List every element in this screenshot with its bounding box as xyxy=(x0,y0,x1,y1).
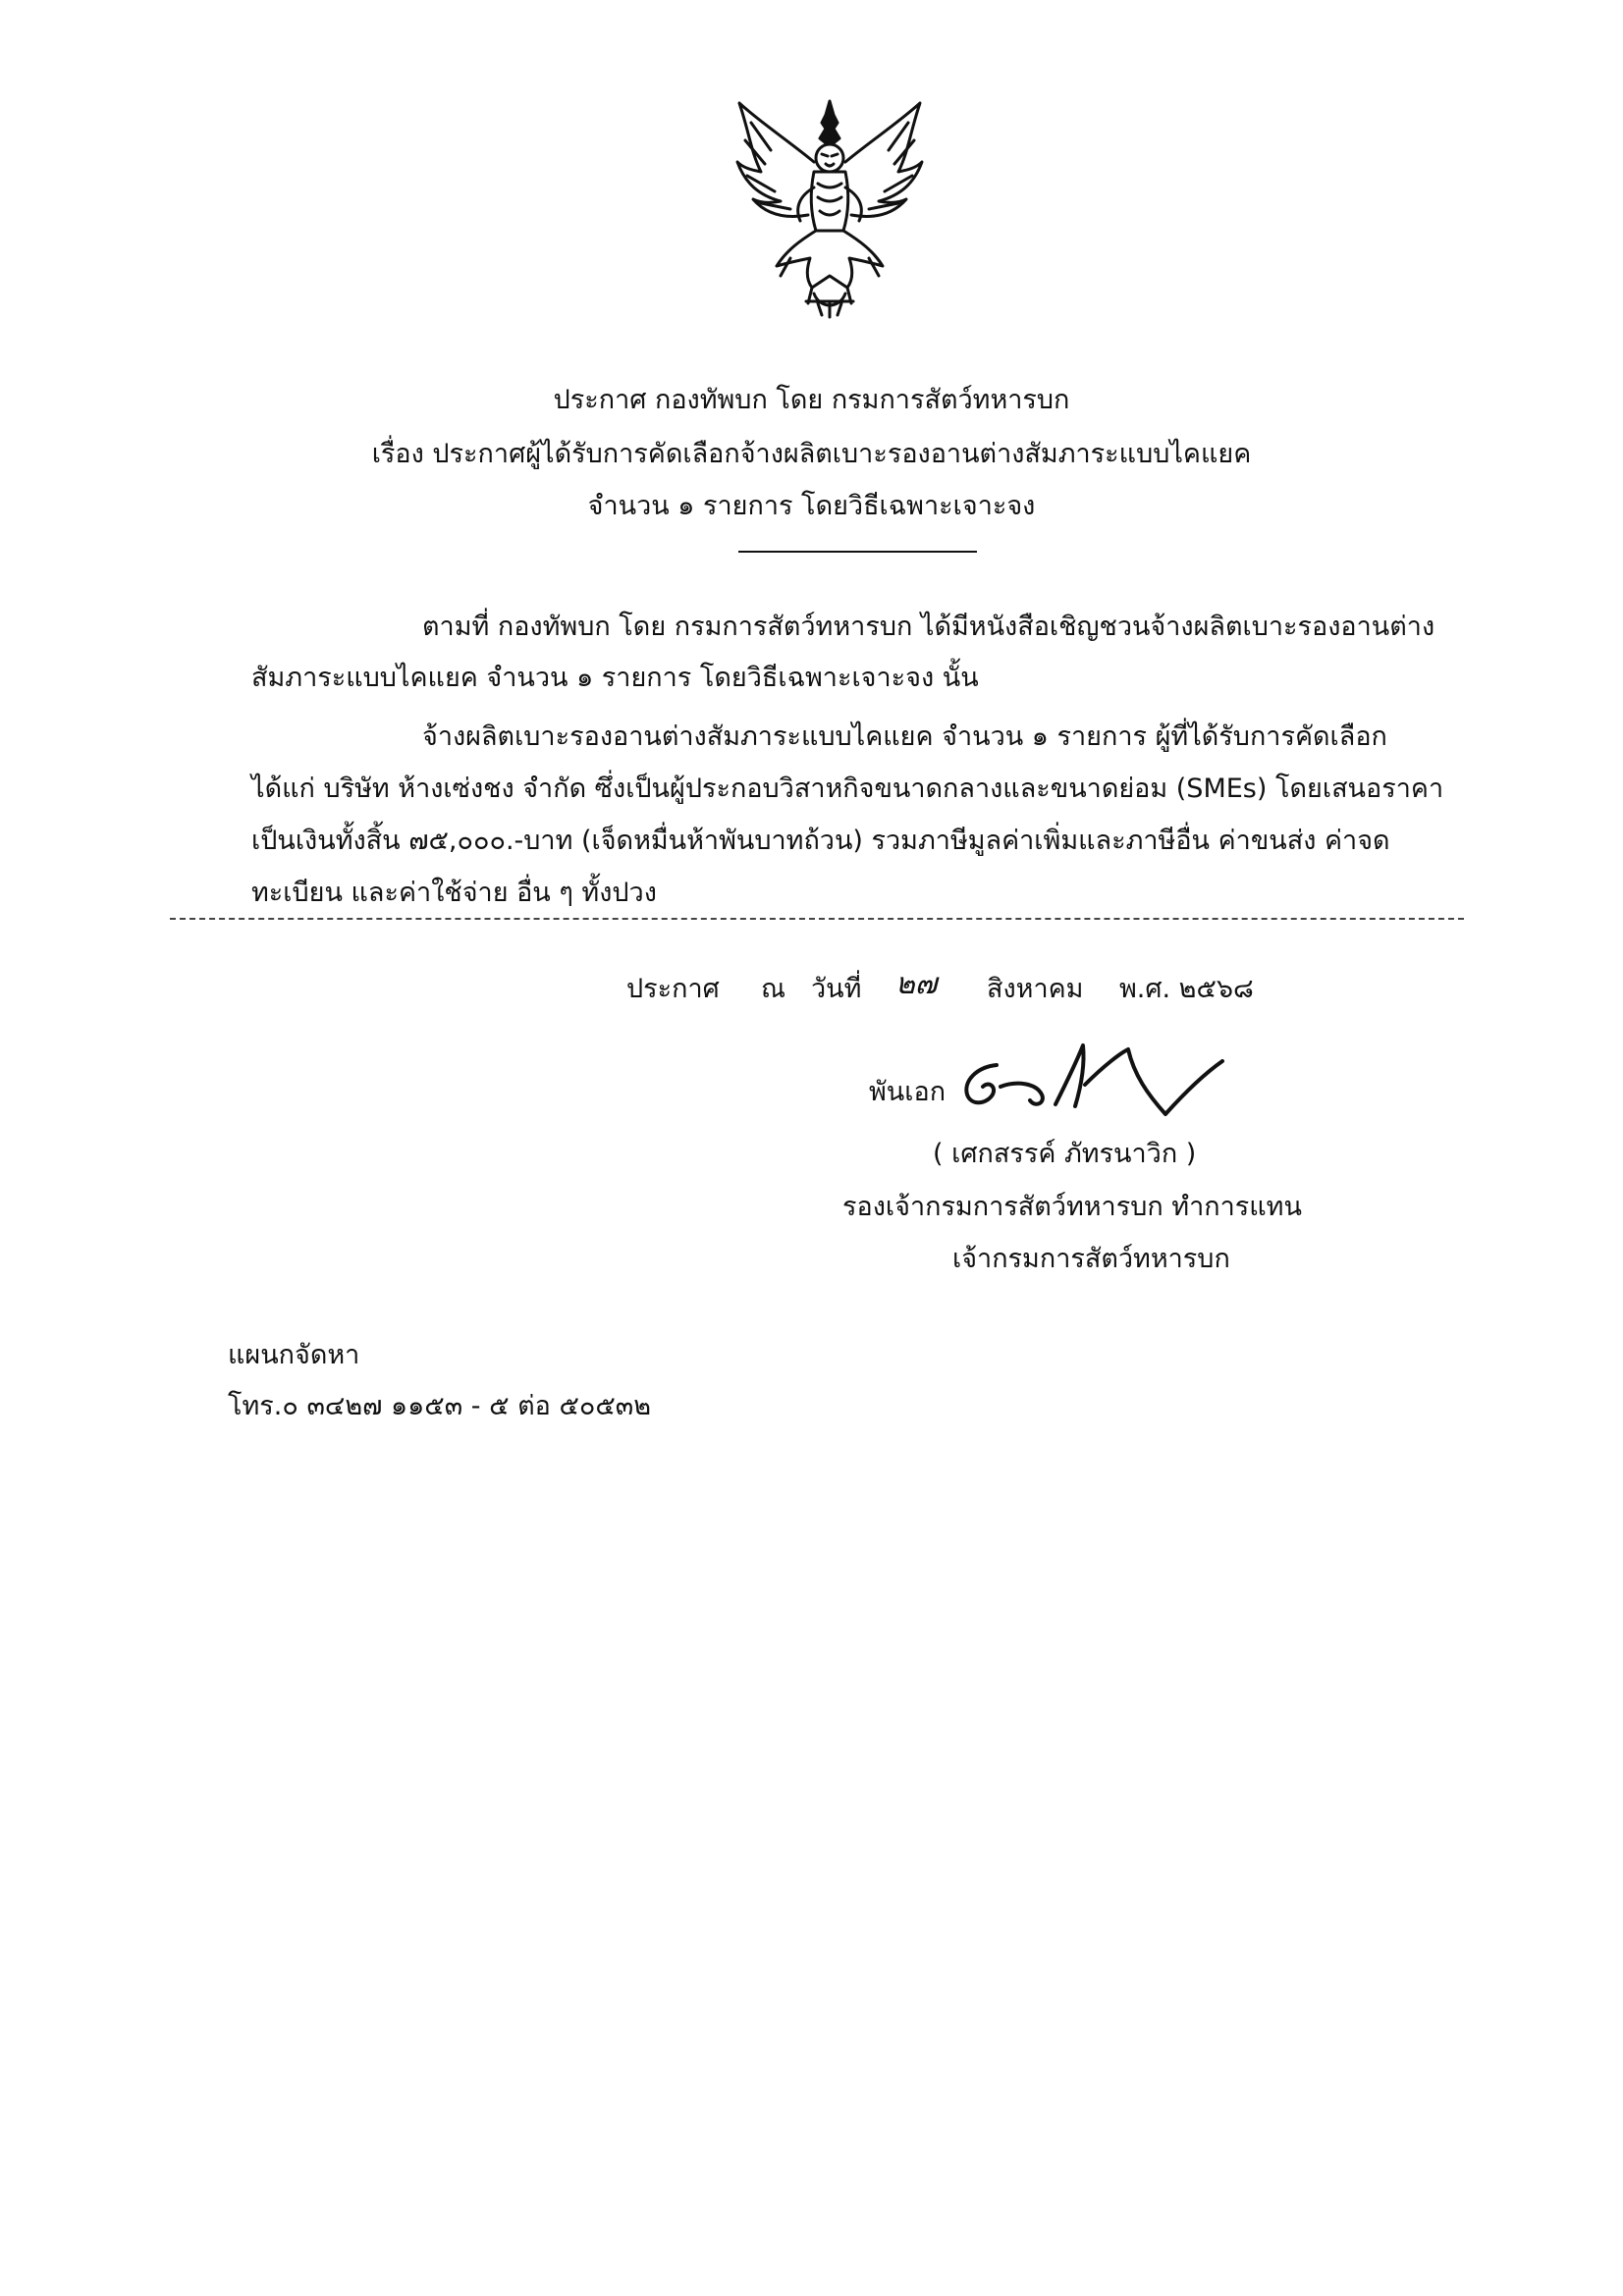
paragraph-2-line-2: ได้แก่ บริษัท ห้างเซ่งชง จำกัด ซึ่งเป็นผู้ประกอบวิสาหกิจขนาดกลางและขนาดย่อม (SMEs) โดยเสนอราคา xyxy=(251,774,1444,804)
date-year: พ.ศ. ๒๕๖๘ xyxy=(1119,974,1254,1004)
date-label: ประกาศ xyxy=(626,974,720,1004)
signatory-position-1: รองเจ้ากรมการสัตว์ทหารบก ทำการแทน xyxy=(842,1192,1302,1222)
signatory-name: ( เศกสรรค์ ภัทรนาวิก ) xyxy=(933,1139,1197,1169)
paragraph-1-line-1: ตามที่ กองทัพบก โดย กรมการสัตว์ทหารบก ได้มีหนังสือเชิญชวนจ้างผลิตเบาะรองอานต่าง xyxy=(422,612,1435,642)
paragraph-2-line-4: ทะเบียน และค่าใช้จ่าย อื่น ๆ ทั้งปวง xyxy=(251,878,657,908)
signatory-position-2: เจ้ากรมการสัตว์ทหารบก xyxy=(952,1244,1230,1274)
date-day: ๒๗ xyxy=(895,967,938,1001)
contact-phone: โทร.๐ ๓๔๒๗ ๑๑๕๓ - ๕ ต่อ ๕๐๕๓๒ xyxy=(228,1391,652,1421)
handwritten-signature xyxy=(938,1026,1232,1134)
header-line-3: จำนวน ๑ รายการ โดยวิธีเฉพาะเจาะจง xyxy=(587,491,1036,521)
date-na: ณ xyxy=(761,974,786,1004)
header-line-1: ประกาศ กองทัพบก โดย กรมการสัตว์ทหารบก xyxy=(553,385,1070,415)
garuda-emblem-icon xyxy=(731,93,928,319)
title-divider xyxy=(738,551,977,553)
date-day-label: วันที่ xyxy=(811,974,862,1004)
date-month: สิงหาคม xyxy=(987,974,1084,1004)
contact-department: แผนกจัดหา xyxy=(228,1340,360,1370)
dashed-divider xyxy=(170,918,1464,920)
signatory-rank: พันเอก xyxy=(869,1077,947,1107)
paragraph-2-line-1: จ้างผลิตเบาะรองอานต่างสัมภาระแบบไคแยค จำนวน ๑ รายการ ผู้ที่ได้รับการคัดเลือก xyxy=(422,721,1387,752)
paragraph-2-line-3: เป็นเงินทั้งสิ้น ๗๕,๐๐๐.-บาท (เจ็ดหมื่นห้าพันบาทถ้วน) รวมภาษีมูลค่าเพิ่มและภาษีอื่น ค่าขนส่ง ค่าจด xyxy=(251,826,1390,856)
paragraph-1-line-2: สัมภาระแบบไคแยค จำนวน ๑ รายการ โดยวิธีเฉพาะเจาะจง นั้น xyxy=(251,663,979,693)
header-subject: เรื่อง ประกาศผู้ได้รับการคัดเลือกจ้างผลิตเบาะรองอานต่างสัมภาระแบบไคแยค xyxy=(371,439,1252,469)
